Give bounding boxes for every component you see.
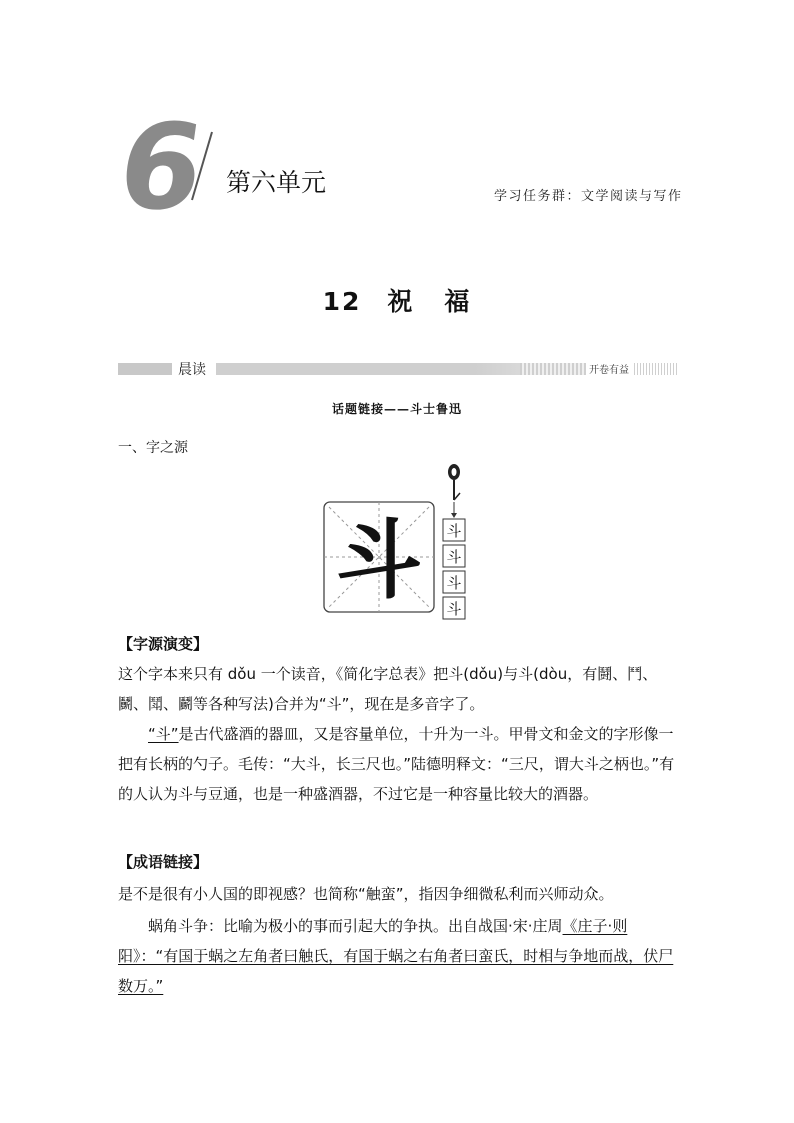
variant-box [443,545,465,567]
variant-box [443,597,465,619]
variant-character: 斗 [446,600,462,618]
variant-box [443,519,465,541]
variant-character: 斗 [446,548,462,566]
evolution-heading: 【字源演变】 [118,635,209,653]
section-bar-label: 晨读 [178,362,206,378]
unit-slash-divider [186,128,216,203]
evolution-paragraph-1: 这个字本来只有 dǒu 一个读音，《简化字总表》把斗(dǒu)与斗(dòu，有鬪、鬥、鬭、鬦、鬬等各种写法)合并为“斗”，现在是多音字了。 [118,665,658,713]
variant-character: 斗 [446,522,462,540]
ladle-pictograph-icon [448,464,460,500]
idiom-paragraph-1: 是不是很有小人国的即视感？也简称“触蛮”，指因争细微私利而兴师动众。 [118,885,614,903]
task-group-label: 学习任务群：文学阅读与写作 [494,189,683,204]
evolution-paragraph-2 [118,719,683,809]
variant-character: 斗 [446,574,462,592]
character-figure [323,460,473,625]
idiom-paragraph-2-text: 蜗角斗争：比喻为极小的事而引起大的争执。出自战国·宋·庄周 [148,917,563,935]
lesson-title-char: 福 [444,287,472,316]
unit-number: 6 [110,98,210,236]
main-character: 斗 [336,510,422,611]
underlined-term: “斗” [148,725,179,743]
idiom-source-quote: 《庄子·则阳》：“有国于蜗之左角者曰触氏，有国于蜗之右角者曰蛮氏，时相与争地而战，伏尸数万。” [118,917,674,995]
idiom-paragraph-2 [118,911,683,1001]
section-title: 一、字之源 [118,440,188,456]
section-bar-tag: 开卷有益 [589,365,629,376]
topic-link: 话题链接——斗士鲁迅 [331,402,462,416]
evolution-paragraph-2-text: 是古代盛酒的器皿，又是容量单位，十升为一斗。甲骨文和金文的字形像一把有长柄的勺子。毛传：“大斗，长三尺也。”陆德明释文：“三尺，谓大斗之柄也。”有的人认为斗与豆通，也是一种盛酒器，不过它是一种容量比较大的酒器。 [118,725,675,803]
lesson-title-char: 祝 [387,287,415,316]
lesson-number: 12 [322,287,362,316]
section-bar-right [634,363,678,375]
section-bar-fade [520,363,586,375]
section-bar-left [118,363,172,375]
variant-box [443,571,465,593]
unit-name: 第六单元 [226,168,327,197]
idiom-heading: 【成语链接】 [118,853,209,871]
lesson-title [0,282,794,318]
